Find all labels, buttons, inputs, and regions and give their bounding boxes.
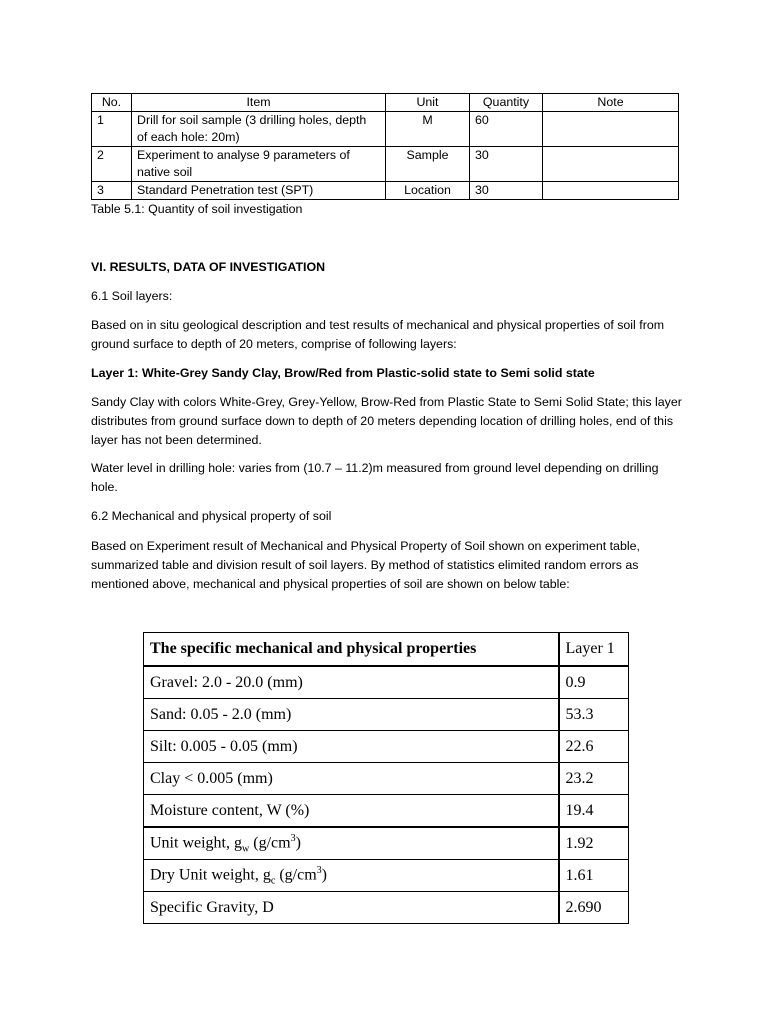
property-label: Silt: 0.005 - 0.05 (mm) — [144, 731, 559, 763]
soil-investigation-quantity-table — [91, 93, 679, 200]
property-value: 23.2 — [559, 763, 629, 795]
section-heading: VI. RESULTS, DATA OF INVESTIGATION — [91, 260, 326, 274]
subheading-soil-layers: 6.1 Soil layers: — [91, 289, 173, 303]
property-value: 22.6 — [559, 731, 629, 763]
properties-header: The specific mechanical and physical properties — [144, 633, 559, 667]
header-quantity: Quantity — [470, 94, 543, 112]
cell-quantity: 60 — [470, 112, 543, 147]
property-value: 1.92 — [559, 827, 629, 860]
header-note: Note — [543, 94, 679, 112]
header-item: Item — [132, 94, 386, 112]
cell-quantity: 30 — [470, 182, 543, 200]
cell-no: 1 — [92, 112, 132, 147]
cell-quantity: 30 — [470, 147, 543, 182]
label-close: ) — [295, 834, 301, 852]
table-row — [92, 182, 679, 200]
property-value: 2.690 — [559, 892, 629, 924]
property-value: 0.9 — [559, 666, 629, 699]
paragraph-method: Based on Experiment result of Mechanical and Physical Property of Soil shown on experiment table, summarized table and division result of soil layers. By method of statistics elimited random errors as mentioned above, mechanical and physical properties of soil are shown on below table: — [91, 539, 640, 591]
layer-header: Layer 1 — [559, 633, 629, 667]
cell-note — [543, 147, 679, 182]
paragraph-water-level: Water level in drilling hole: varies from (10.7 – 11.2)m measured from ground level depending on drilling hole. — [91, 461, 659, 494]
table-header-row — [92, 94, 679, 112]
label-superscript: 3 — [290, 832, 296, 844]
property-label: Moisture content, W (%) — [144, 795, 559, 828]
cell-unit: Sample — [386, 147, 470, 182]
property-label: Clay < 0.005 (mm) — [144, 763, 559, 795]
label-subscript: w — [242, 843, 250, 855]
table-row — [144, 860, 629, 892]
header-no: No. — [92, 94, 132, 112]
property-label: Gravel: 2.0 - 20.0 (mm) — [144, 666, 559, 699]
table-row — [144, 795, 629, 828]
header-unit: Unit — [386, 94, 470, 112]
layer-title: Layer 1: White-Grey Sandy Clay, Brow/Red from Plastic-solid state to Semi solid state — [91, 366, 595, 380]
cell-item: Standard Penetration test (SPT) — [132, 182, 386, 200]
cell-note — [543, 112, 679, 147]
cell-note — [543, 182, 679, 200]
cell-unit: M — [386, 112, 470, 147]
cell-unit: Location — [386, 182, 470, 200]
table-row — [92, 147, 679, 182]
soil-properties-table — [143, 632, 629, 924]
cell-no: 2 — [92, 147, 132, 182]
paragraph-layer-description: Sandy Clay with colors White-Grey, Grey-Yellow, Brow-Red from Plastic State to Semi Solid State; this layer distributes from ground surface down to depth of 20 meters depending location of drilling holes, end of this layer has not been determined. — [91, 395, 682, 447]
paragraph-intro: Based on in situ geological description and test results of mechanical and physical properties of soil from ground surface to depth of 20 meters, comprise of following layers: — [91, 318, 665, 351]
table-row — [92, 112, 679, 147]
cell-no: 3 — [92, 182, 132, 200]
label-text: Unit weight, g — [150, 834, 242, 852]
table-header-row — [144, 633, 629, 667]
table-row — [144, 699, 629, 731]
label-text: Dry Unit weight, g — [150, 866, 271, 884]
table-caption: Table 5.1: Quantity of soil investigation — [91, 202, 303, 216]
table-row — [144, 827, 629, 860]
table-row — [144, 666, 629, 699]
property-label — [144, 860, 559, 892]
label-unit: (g/cm — [249, 834, 291, 852]
property-value: 19.4 — [559, 795, 629, 828]
table-row — [144, 763, 629, 795]
property-value: 1.61 — [559, 860, 629, 892]
cell-item: Experiment to analyse 9 parameters of native soil — [132, 147, 386, 182]
property-label — [144, 827, 559, 860]
table-row — [144, 892, 629, 924]
label-unit: (g/cm — [275, 866, 317, 884]
cell-item: Drill for soil sample (3 drilling holes, depth of each hole: 20m) — [132, 112, 386, 147]
label-subscript: c — [270, 875, 276, 887]
label-superscript: 3 — [316, 864, 322, 876]
property-value: 53.3 — [559, 699, 629, 731]
subheading-mechanical-property: 6.2 Mechanical and physical property of soil — [91, 509, 332, 523]
property-label: Specific Gravity, D — [144, 892, 559, 924]
table-row — [144, 731, 629, 763]
label-close: ) — [321, 866, 327, 884]
property-label: Sand: 0.05 - 2.0 (mm) — [144, 699, 559, 731]
